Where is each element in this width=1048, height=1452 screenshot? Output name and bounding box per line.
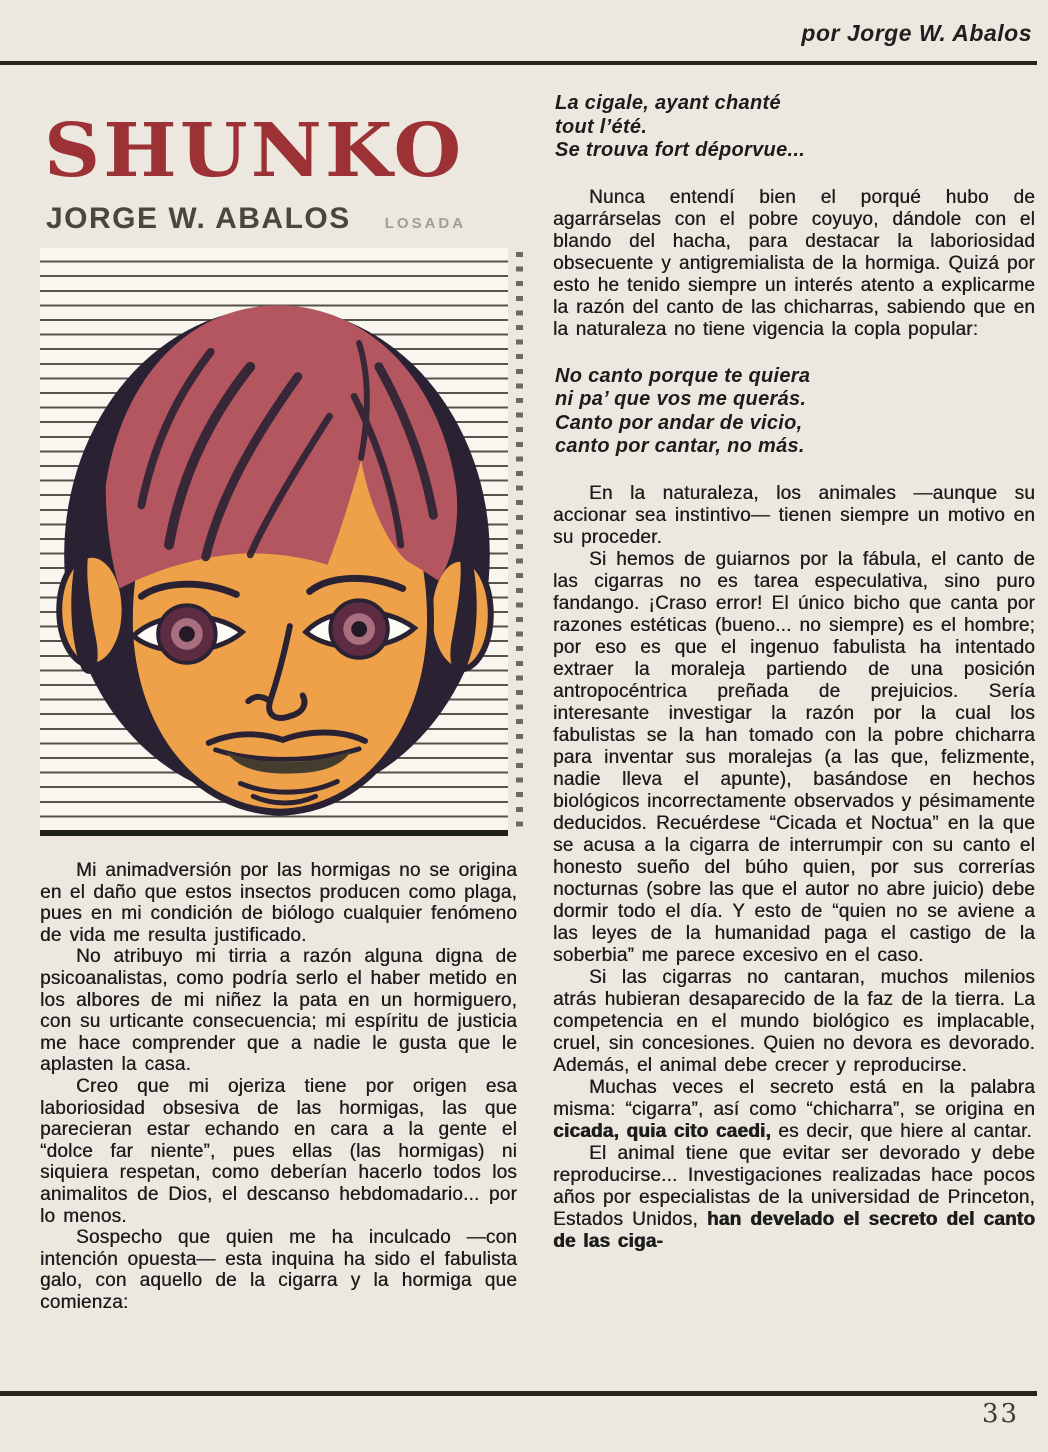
- right-column: [553, 84, 1035, 1253]
- paragraph: Mi animadversión por las hormigas no se origina en el daño que estos insectos producen como plaga, pues en mi condición de biólogo cualquier fenómeno de vida me resulta justificado.: [40, 860, 517, 946]
- paragraph: En la naturaleza, los animales —aunque su accionar sea instintivo— tienen siempre un motivo en su proceder.: [553, 482, 1035, 548]
- paragraph: Creo que mi ojeriza tiene por origen esa laboriosidad obsesiva de las hormigas, las que parecieran estar echando en cara a la gente el “dolce far niente”, pues ellas (las hormigas) ni siquiera respetan, como deberían hacerlo todos los animalitos de Dios, el descanso hebdomadario... por lo menos.: [40, 1075, 517, 1227]
- book-title: SHUNKO: [44, 108, 465, 194]
- verse-line: Se trouva fort déporvue...: [555, 139, 806, 161]
- french-verse: [555, 92, 1035, 163]
- paragraph: El animal tiene que evitar ser devorado y debe reproducirse... Investigaciones realizadas hace pocos años por especialistas de la universidad de Princeton, Estados Unidos, han develado el secreto del canto de las ciga-: [553, 1142, 1035, 1252]
- boy-face-illustration: [40, 248, 508, 830]
- paragraph: Nunca entendí bien el porqué hubo de agarrárselas con el pobre coyuyo, dándole con el blando del hacha, para destacar la laboriosidad obsecuente y antigremialista de la hormiga. Quizá por esto he tenido siempre un interés atento a explicarme la razón del canto de las chicharras, sabiendo que en la naturaleza no tiene vigencia la copla popular:: [553, 186, 1035, 340]
- page-number: 33: [982, 1399, 1020, 1429]
- verse-line: ni pa’ que vos me querás.: [555, 388, 807, 410]
- book-author: JORGE W. ABALOS: [46, 202, 351, 235]
- paragraph: Sospecho que quien me ha inculcado —con intención opuesta— esta inquina ha sido el fabulista galo, con aquello de la cigarra y la hormiga que comienza:: [40, 1227, 517, 1313]
- verse-line: La cigale, ayant chanté: [555, 92, 781, 114]
- book-cover-illustration: [40, 248, 508, 836]
- bottom-rule: [0, 1391, 1037, 1396]
- copla-verse: [555, 365, 1035, 459]
- paragraph: No atribuyo mi tirria a razón alguna digna de psicoanalistas, como podría serlo el haber metido en los albores de mi niñez la pata en un hormiguero, con su urticante consecuencia; mi espíritu de justicia me hace comprender que a nadie le gusta que le aplasten la casa.: [40, 946, 517, 1076]
- top-rule: [0, 61, 1037, 65]
- left-column-text: [40, 860, 517, 1313]
- verse-line: canto por cantar, no más.: [555, 435, 805, 457]
- paragraph: Si las cigarras no cantaran, muchos milenios atrás hubieran desaparecido de la faz de la tierra. La competencia en el mundo biológico es implacable, cruel, sin concesiones. Quien no devora es devorado. Además, el animal debe crecer y reproducirse.: [553, 966, 1035, 1076]
- header-byline: por Jorge W. Abalos: [801, 20, 1032, 46]
- paragraph: Si hemos de guiarnos por la fábula, el canto de las cigarras no es tarea especulativa, sino puro fandango. ¡Craso error! El único bicho que canta por razones estéticas (bueno... no siempre) es el hombre; por eso es que el ingenuo fabulista ha intentado extraer la moraleja partiendo de una posición antropocéntrica preñada de prejuicios. Sería interesante investigar la razón por la cual los fabulistas se la han tomado con la pobre chicharra para inventar sus moralejas (a las que, felizmente, nadie lleva el apunte), basándose en hechos biológicos incorrectamente observados y pésimamente deducidos. Recuérdese “Cicada et Noctua” en la que se acusa a la cigarra de interrumpir con su canto el honesto sueño del búho quien, por sus correrías nocturnas (sobre las que el autor no abre juicio) debe dormir todo el día. Y esto de “quien no se aviene a las leyes de la humanidad paga el castigo de la soberbia” me parece excesivo en el caso.: [553, 548, 1035, 966]
- ruled-line-ticks: [516, 252, 523, 830]
- left-column: [40, 84, 517, 1313]
- verse-line: No canto porque te quiera: [555, 364, 811, 387]
- verse-line: tout l’été.: [555, 115, 648, 138]
- verse-line: Canto por andar de vicio,: [555, 411, 803, 434]
- paragraph: Muchas veces el secreto está en la palabra misma: “cigarra”, así como “chicharra”, se origina en cicada, quia cito caedi, es decir, que hiere al cantar.: [553, 1076, 1035, 1142]
- book-author-row: [46, 202, 517, 236]
- publisher-label: LOSADA: [384, 215, 467, 232]
- right-column-text: [553, 187, 1035, 1253]
